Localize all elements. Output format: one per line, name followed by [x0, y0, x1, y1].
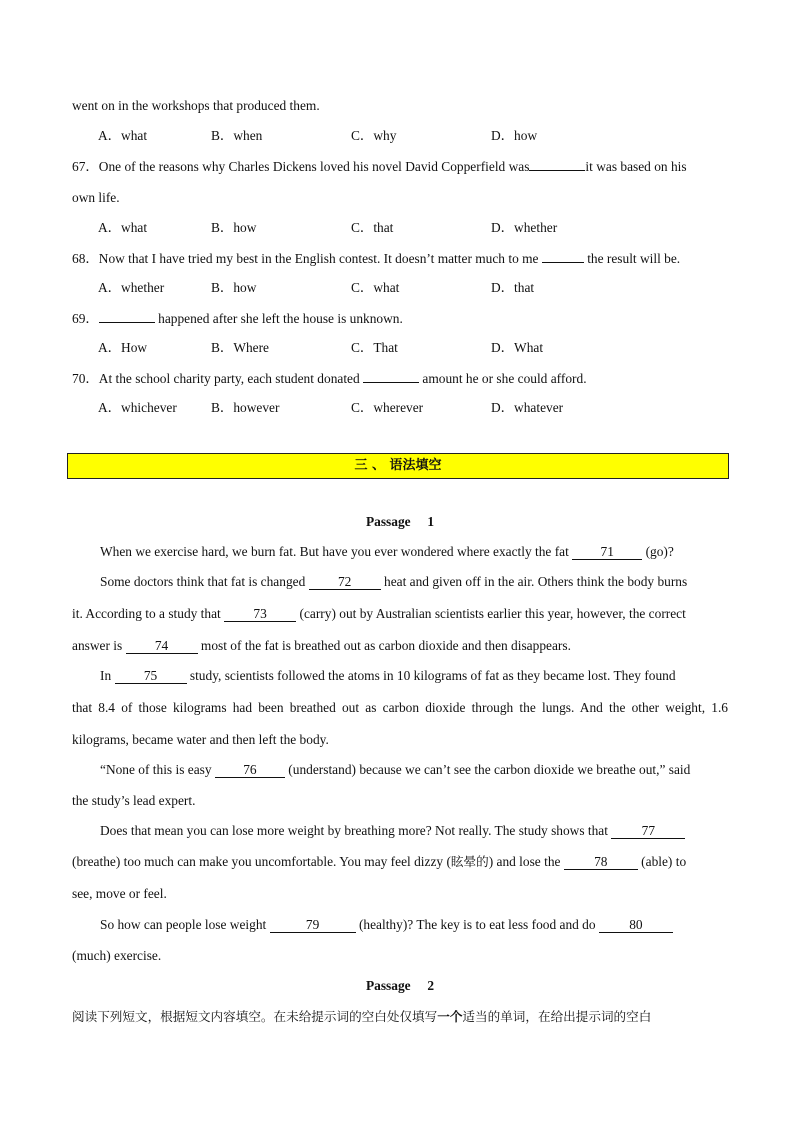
q67-options	[98, 219, 728, 237]
q69-option-b[interactable]: B．Where	[211, 340, 270, 355]
q68-option-c[interactable]: C．what	[351, 280, 400, 295]
q70-stem-pre: 70．At the school charity party, each student donated	[72, 371, 360, 386]
passage1-line-12: see, move or feel.	[72, 886, 167, 901]
passage1-line-2	[100, 573, 728, 591]
blank-76: 76	[215, 762, 285, 778]
q69-option-a[interactable]: A．How	[98, 340, 148, 355]
text-span: (breathe) too much can make you uncomfortable. You may feel dizzy (	[72, 854, 451, 869]
q68-option-d[interactable]: D．that	[491, 280, 535, 295]
q68-stem-pre: 68．Now that I have tried my best in the English contest. It doesn’t matter much to me	[72, 251, 539, 266]
section-header: 三 、 语法填空	[67, 453, 729, 479]
q66-option-c[interactable]: C．why	[351, 128, 397, 143]
passage1-line-8	[100, 761, 728, 779]
q69-option-c[interactable]: C．That	[351, 340, 398, 355]
text-span: (able) to	[641, 854, 687, 869]
blank-75: 75	[115, 668, 187, 684]
blank-72: 72	[309, 574, 381, 590]
passage1-line-5	[100, 667, 728, 685]
q69-stem-post: happened after she left the house is unknown.	[158, 311, 403, 326]
text-span: answer is	[72, 638, 123, 653]
q67-option-c[interactable]: C．that	[351, 220, 394, 235]
passage1-line-1	[100, 543, 728, 561]
q66-continuation: went on in the workshops that produced them.	[72, 98, 320, 113]
text-span: 阅读下列短文，根据短文内容填空。在未给提示词的空白处仅填写	[72, 1009, 438, 1024]
q67-stem-post: it was based on his	[585, 159, 687, 174]
text-span: ) and lose the	[488, 854, 561, 869]
q70-option-a[interactable]: A．whichever	[98, 400, 177, 415]
text-span: Some doctors think that fat is changed	[100, 574, 306, 589]
q70-option-d[interactable]: D．whatever	[491, 400, 564, 415]
text-span: heat and given off in the air. Others think the body burns	[384, 574, 688, 589]
q68-option-a[interactable]: A．whether	[98, 280, 165, 295]
q70-stem	[72, 369, 728, 388]
q66-option-d[interactable]: D．how	[491, 128, 538, 143]
blank-73: 73	[224, 606, 296, 622]
q70-option-b[interactable]: B．however	[211, 400, 280, 415]
passage1-line-10	[100, 822, 728, 840]
q66-options	[98, 127, 728, 145]
q67-stem-pre: 67．One of the reasons why Charles Dickens loved his novel David Copperfield was	[72, 159, 530, 174]
text-span: 适当的单词，在给出提示词的空白	[462, 1009, 652, 1024]
q66-option-b[interactable]: B．when	[211, 128, 263, 143]
q68-option-b[interactable]: B．how	[211, 280, 257, 295]
q69-options	[98, 339, 728, 357]
q67-stem	[72, 157, 728, 176]
text-span: 眩晕的	[450, 854, 489, 869]
passage1-line-13	[100, 916, 728, 934]
text-span: (go)?	[645, 544, 674, 559]
q67-option-b[interactable]: B．how	[211, 220, 257, 235]
text-span: In	[100, 668, 112, 683]
text-span: most of the fat is breathed out as carbon dioxide and then disappears.	[200, 638, 571, 653]
q69-option-d[interactable]: D．What	[491, 340, 544, 355]
blank-78: 78	[564, 854, 638, 870]
text-span: 一个	[437, 1009, 463, 1024]
text-span: (understand) because we can’t see the carbon dioxide we breathe out,” said	[288, 762, 691, 777]
q68-stem	[72, 249, 728, 268]
text-span: (carry) out by Australian scientists earlier this year, however, the correct	[299, 606, 686, 621]
q67-continuation: own life.	[72, 190, 120, 205]
passage1-line-6: that 8.4 of those kilograms had been breathed out as carbon dioxide through the lungs. And the other weight, 1.6	[72, 700, 728, 715]
blank-77: 77	[611, 823, 685, 839]
blank-80: 80	[599, 917, 673, 933]
passage2-instructions	[72, 1008, 728, 1026]
q70-options	[98, 399, 728, 417]
passage1-line-14: (much) exercise.	[72, 948, 162, 963]
text-span: So how can people lose weight	[100, 917, 267, 932]
passage2-title: Passage 2	[365, 978, 435, 993]
passage1-line-7: kilograms, became water and then left the body.	[72, 732, 329, 747]
blank-79: 79	[270, 917, 356, 933]
blank-74: 74	[126, 638, 198, 654]
text-span: When we exercise hard, we burn fat. But have you ever wondered where exactly the fat	[100, 544, 569, 559]
q68-stem-post: the result will be.	[587, 251, 681, 266]
q67-blank	[529, 157, 585, 171]
text-span: it. According to a study that	[72, 606, 221, 621]
passage1-line-11	[72, 853, 728, 871]
passage1-line-4	[72, 637, 728, 655]
q68-options	[98, 279, 728, 297]
q68-blank	[542, 249, 584, 263]
text-span: “None of this is easy	[100, 762, 212, 777]
q70-stem-post: amount he or she could afford.	[422, 371, 587, 386]
q66-option-a[interactable]: A．what	[98, 128, 148, 143]
text-span: study, scientists followed the atoms in 10 kilograms of fat as they became lost. They found	[189, 668, 676, 683]
q70-blank	[363, 369, 419, 383]
text-span: Does that mean you can lose more weight by breathing more? Not really. The study shows that	[100, 823, 608, 838]
passage1-line-3	[72, 605, 728, 623]
q69-stem	[72, 309, 728, 328]
q69-stem-pre: 69．	[72, 311, 99, 326]
blank-71: 71	[572, 544, 642, 560]
q67-option-d[interactable]: D．whether	[491, 220, 558, 235]
q70-option-c[interactable]: C．wherever	[351, 400, 424, 415]
q69-blank	[99, 309, 155, 323]
q67-option-a[interactable]: A．what	[98, 220, 148, 235]
text-span: (healthy)? The key is to eat less food and do	[358, 917, 596, 932]
passage1-title: Passage 1	[365, 514, 435, 529]
passage1-line-9: the study’s lead expert.	[72, 793, 196, 808]
